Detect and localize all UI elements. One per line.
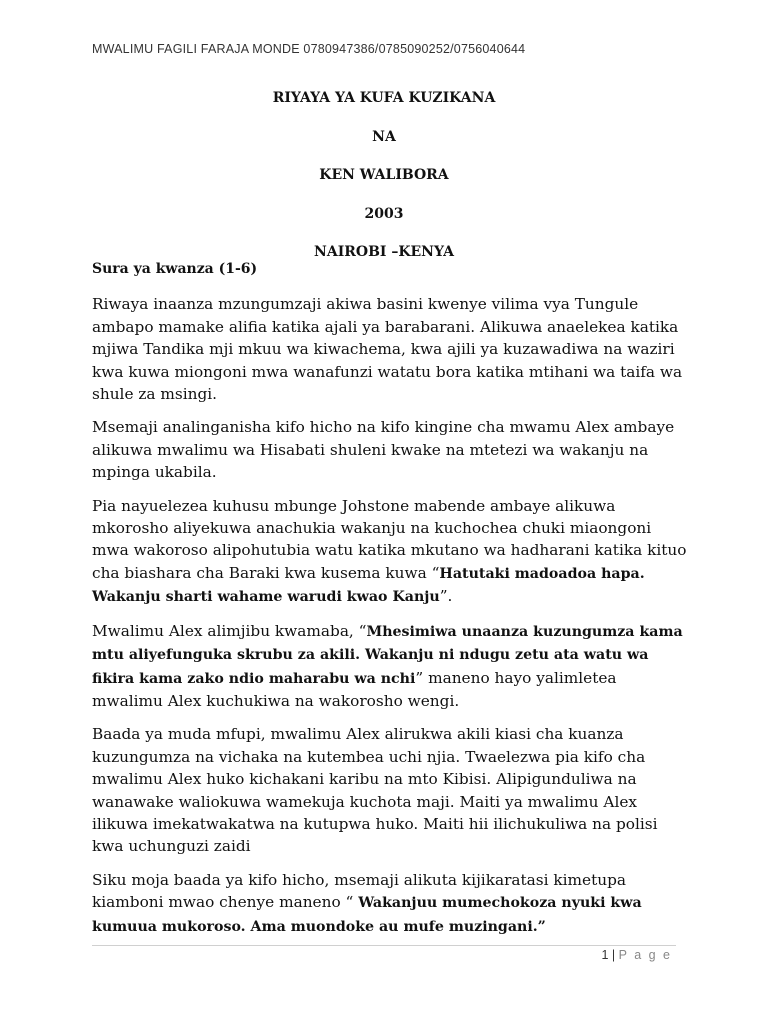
paragraph-6	[92, 869, 692, 938]
paragraph-2: Msemaji analinganisha kifo hicho na kifo kingine cha mwamu Alex ambaye alikuwa mwalimu wa Hisabati shuleni kwake na mtetezi wa wakanju na mpinga ukabila.	[92, 418, 675, 482]
paragraph-4	[92, 620, 692, 713]
page-label: P a g e	[618, 948, 672, 962]
document-body	[92, 258, 692, 949]
running-header: MWALIMU FAGILI FARAJA MONDE 0780947386/0785090252/0756040644	[92, 42, 526, 56]
page-footer	[601, 948, 672, 962]
page-number: 1	[601, 948, 609, 962]
book-title: RIYAYA YA KUFA KUZIKANA	[272, 90, 496, 106]
paragraph-5: Baada ya muda mfupi, mwalimu Alex alirukwa akili kiasi cha kuanza kuzungumza na vichaka na kutembea uchi njia. Twaelezwa pia kifo cha mwalimu Alex huko kichakani karibu na mto Kibisi. Alipigunduliwa na wanawake waliokuwa wamekuja kuchota maji. Maiti ya mwalimu Alex ilikuwa imekatwakatwa na kutupwa huko. Maiti hii ilichukuliwa na polisi kwa uchunguzi zaidi	[92, 725, 658, 856]
paragraph-4-text: Mwalimu Alex alimjibu kwamaba, “	[92, 621, 367, 640]
author-name: KEN WALIBORA	[319, 167, 449, 183]
publication-place: NAIROBI –KENYA	[314, 244, 454, 260]
publication-year: 2003	[364, 205, 404, 222]
paragraph-3-quote: Hatutaki madoadoa hapa. Wakanju sharti wahame warudi kwao Kanju	[92, 565, 645, 606]
paragraph-6-quote: Wakanjuu mumechokoza nyuki kwa kumuua mukoroso. Ama muondoke au mufe muzingani.”	[92, 895, 642, 935]
paragraph-3	[92, 495, 692, 609]
footer-separator: |	[611, 948, 616, 962]
paragraph-6-text: Siku moja baada ya kifo hicho, msemaji alikuta kijikaratasi kimetupa kiamboni mwao chenye maneno “	[92, 870, 627, 912]
paragraph-3-text: Pia nayuelezea kuhusu mbunge Johstone mabende ambaye alikuwa mkorosho aliyekuwa anachukia wakanju na kuchochea chuki miaongoni mwa wakoroso alipohutubia watu katika mkutano wa hadharani katika kituo cha biashara cha Baraki kwa kusema kuwa “	[92, 496, 687, 582]
title-block	[0, 88, 768, 281]
title-connector: NA	[372, 128, 396, 145]
paragraph-4-tail: ” maneno hayo yalimletea mwalimu Alex kuchukiwa na wakorosho wengi.	[92, 668, 617, 710]
footer-divider	[92, 945, 676, 946]
paragraph-1: Riwaya inaanza mzungumzaji akiwa basini kwenye vilima vya Tungule ambapo mamake alifia katika ajali ya barabarani. Alikuwa anaelekea katika mjiwa Tandika mji mkuu wa kiwachema, kwa ajili ya kuzawadiwa na waziri kwa kuwa miongoni mwa wanafunzi watatu bora katika mtihani wa taifa wa shule za msingi.	[92, 295, 683, 404]
paragraph-4-quote: Mhesimiwa unaanza kuzungumza kama mtu aliyefunguka skrubu za akili. Wakanju ni ndugu zetu ata watu wa fikira kama zako ndio maharabu wa nchi	[92, 623, 683, 687]
paragraph-3-tail: ”.	[439, 587, 453, 606]
section-heading: Sura ya kwanza (1-6)	[92, 261, 258, 277]
